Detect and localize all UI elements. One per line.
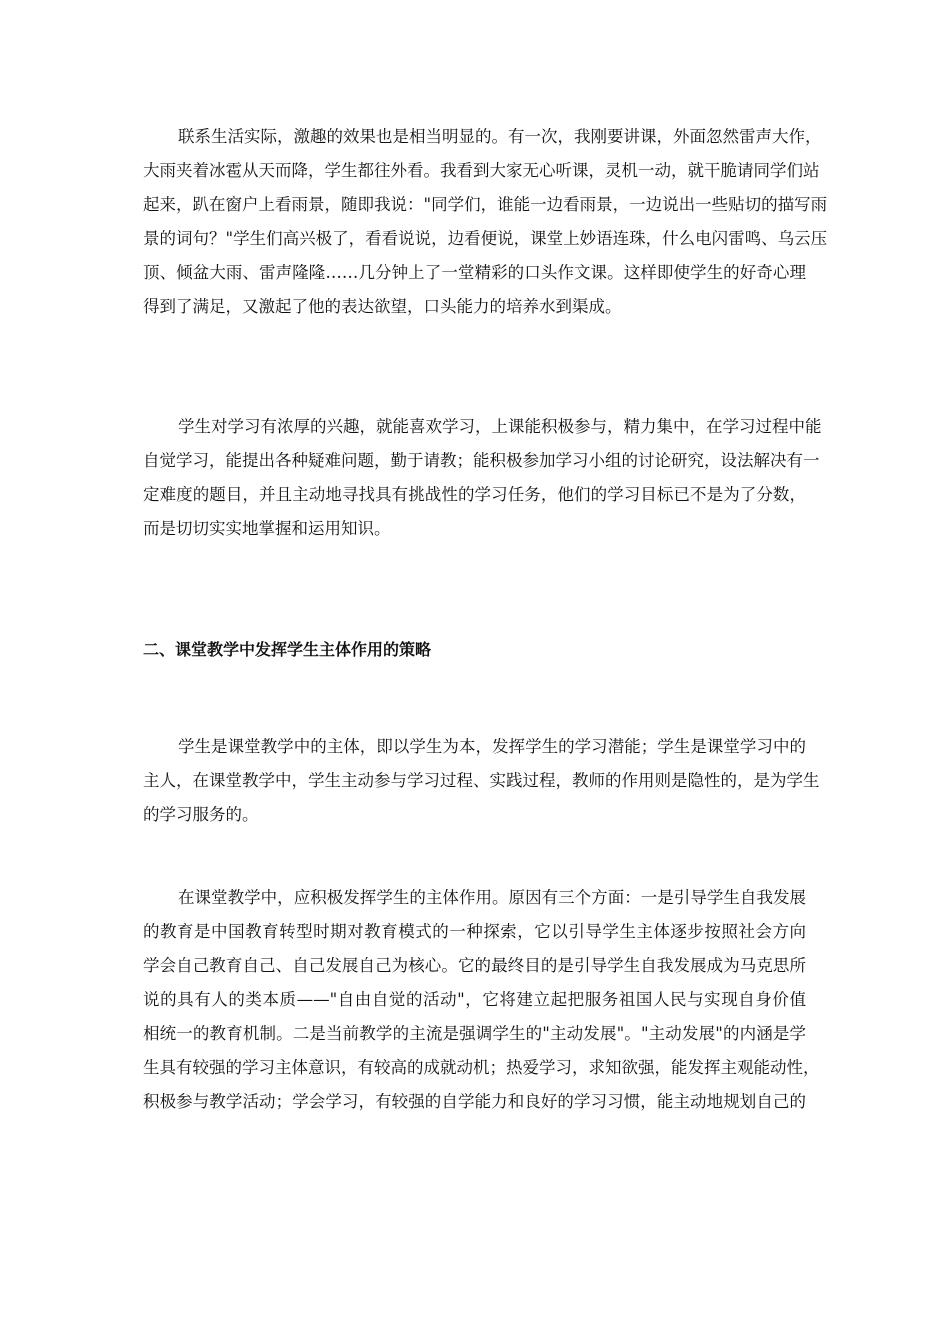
- text-line: 学会自己教育自己、自己发展自己为核心。它的最终目的是引导学生自我发展成为马克思所: [143, 956, 806, 975]
- paragraph-4: [143, 881, 820, 1119]
- text-line: 在课堂教学中，应积极发挥学生的主体作用。原因有三个方面：一是引导学生自我发展: [178, 888, 806, 907]
- paragraph-3: [143, 730, 820, 832]
- paragraph-1: [143, 120, 828, 324]
- text-line: 得到了满足，又激起了他的表达欲望，口头能力的培养水到渠成。: [143, 297, 622, 316]
- text-line: 大雨夹着冰雹从天而降，学生都往外看。我看到大家无心听课，灵机一动，就干脆请同学们站: [143, 161, 820, 180]
- text-line: 的教育是中国教育转型时期对教育模式的一种探索，它以引导学生主体逐步按照社会方向: [143, 922, 806, 941]
- text-line: 而是切切实实地掌握和运用知识。: [143, 519, 391, 538]
- text-line: 学生是课堂教学中的主体，即以学生为本，发挥学生的学习潜能；学生是课堂学习中的: [178, 737, 806, 756]
- section-heading: 二、课堂教学中发挥学生主体作用的策略: [143, 640, 432, 659]
- text-line: 积极参与教学活动；学会学习，有较强的自学能力和良好的学习习惯，能主动地规划自己的: [143, 1092, 806, 1111]
- text-line: 说的具有人的类本质——"自由自觉的活动"，它将建立起把服务祖国人民与实现自身价值: [143, 990, 806, 1009]
- text-line: 景的词句？"学生们高兴极了，看看说说，边看便说，课堂上妙语连珠，什么电闪雷鸣、乌云压: [143, 229, 828, 248]
- text-line: 生具有较强的学习主体意识，有较高的成就动机；热爱学习，求知欲强，能发挥主观能动性，: [143, 1058, 820, 1077]
- paragraph-2: [143, 410, 822, 546]
- text-line: 起来，趴在窗户上看雨景，随即我说："同学们，谁能一边看雨景，一边说出一些贴切的描写雨: [143, 195, 828, 214]
- text-line: 相统一的教育机制。二是当前教学的主流是强调学生的"主动发展"。"主动发展"的内涵是学: [143, 1024, 806, 1043]
- text-line: 学生对学习有浓厚的兴趣，就能喜欢学习，上课能积极参与，精力集中，在学习过程中能: [178, 417, 822, 436]
- text-line: 的学习服务的。: [143, 805, 259, 824]
- text-line: 自觉学习，能提出各种疑难问题，勤于请教；能积极参加学习小组的讨论研究，设法解决有一: [143, 451, 820, 470]
- text-line: 联系生活实际，激趣的效果也是相当明显的。有一次，我刚要讲课，外面忽然雷声大作，: [178, 127, 822, 146]
- text-line: 顶、倾盆大雨、雷声隆隆……几分钟上了一堂精彩的口头作文课。这样即使学生的好奇心理: [143, 263, 806, 282]
- text-line: 主人，在课堂教学中，学生主动参与学习过程、实践过程，教师的作用则是隐性的，是为学生: [143, 771, 820, 790]
- text-line: 定难度的题目，并且主动地寻找具有挑战性的学习任务，他们的学习目标已不是为了分数，: [143, 485, 806, 504]
